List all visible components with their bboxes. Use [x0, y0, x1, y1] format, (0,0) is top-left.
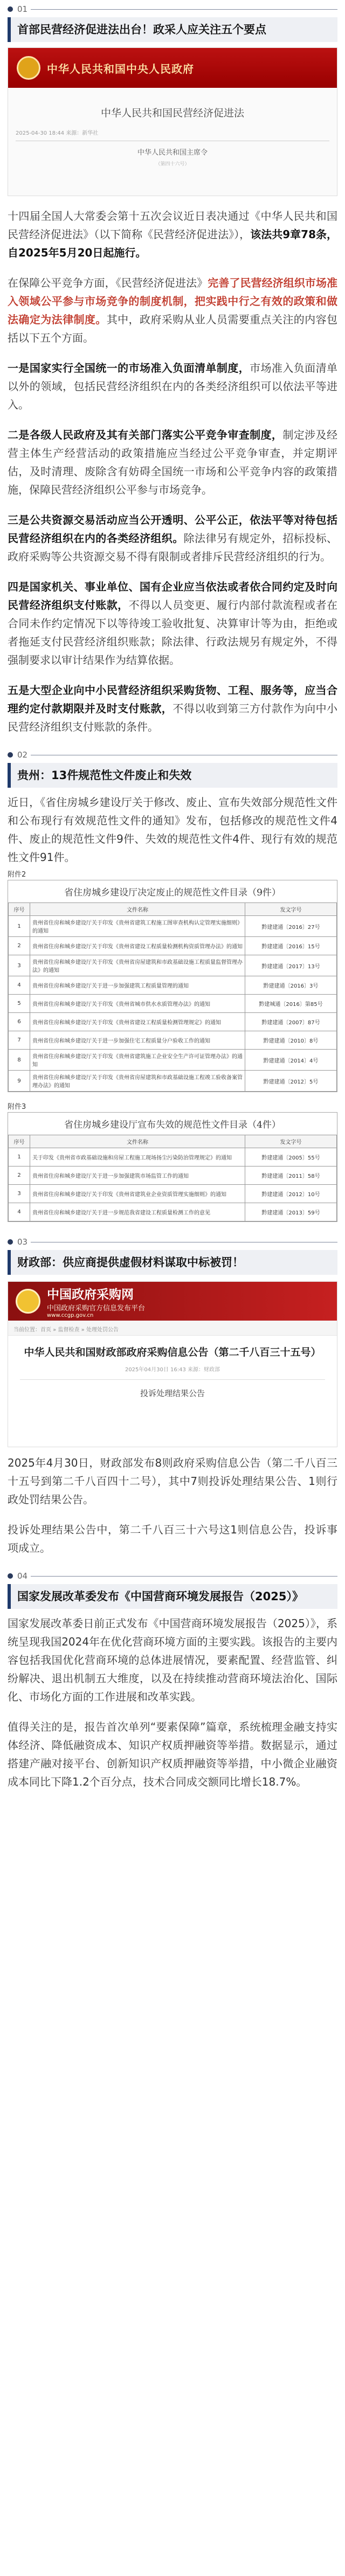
law-document-image: [8, 47, 337, 196]
paragraph: 值得关注的是，报告首次单列“要素保障”篇章，系统梳理金融支持实体经济、降低融资成本、知识产权质押融资等举措。数据显示，通过搭建产融对接平台、创新知识产权质押融资等举措，中小微企业融资成本同比下降1.2个百分点，技术合同成交额同比增长18.7%。: [8, 1720, 337, 1788]
table-row: [9, 1050, 337, 1071]
paragraph: 三是公共资源交易活动应当公开透明、公平公正，依法平等对待包括民营经济组织在内的各类经济组织。除法律另有规定外，招标投标、政府采购等公共资源交易不得有限制或者排斥民营经济组织的行为。: [8, 513, 338, 563]
col-header: 文件名称: [30, 1135, 245, 1148]
doc-number: 黔建建通〔2012〕10号: [245, 1185, 337, 1203]
national-emblem-icon: [16, 1289, 40, 1314]
section-3-number: 03: [0, 1235, 345, 1249]
row-index: 3: [9, 1185, 30, 1203]
row-index: 2: [9, 1167, 30, 1185]
section-4-title: 国家发展改革委发布《中国营商环境发展报告（2025）》: [8, 1584, 337, 1609]
breadcrumb: 当前位置：首页 » 监督检查 » 处理处罚公告: [8, 1321, 337, 1336]
table-row: [9, 1203, 337, 1221]
ccgp-site-subtitle: 中国政府采购官方信息发布平台: [47, 1304, 146, 1313]
doc-number: 黔建城通〔2016〕第85号: [245, 995, 337, 1013]
col-header: 发文字号: [245, 1135, 337, 1148]
table-row: [9, 995, 337, 1013]
doc-name: 贵州省住房和城乡建设厅关于印发《贵州省房屋建筑和市政基础设施工程质量监督管理办法》的通知: [30, 955, 245, 976]
table-row: [9, 1167, 337, 1185]
doc-name: 贵州省住房和城乡建设厅关于印发《贵州省房屋建筑和市政基础设施工程竣工验收备案管理办法》的通知: [30, 1071, 245, 1092]
gov-site-name: 中华人民共和国中央人民政府: [47, 62, 194, 75]
paragraph: 五是大型企业向中小民营经济组织采购货物、工程、服务等，应当合理约定付款期限并及时支付账款，不得以收到第三方付款作为向中小民营经济组织支付账款的条件。: [8, 684, 338, 733]
divider: [31, 9, 337, 10]
row-index: 5: [9, 995, 30, 1013]
paragraph: 2025年4月30日，财政部发布8则政府采购信息公告（第二千八百三十五号到第二千八百四十二号），其中7则投诉处理结果公告、1则行政处罚结果公告。: [8, 1456, 337, 1506]
doc-name: 贵州省住房和城乡建设厅关于印发《贵州省建筑施工企业安全生产许可证管理办法》的通知: [30, 1050, 245, 1071]
doc-name: 贵州省住房和城乡建设厅关于进一步加强建筑工程质量管理的通知: [30, 976, 245, 995]
section-2-number: 02: [0, 748, 345, 762]
law-doc-title: 中华人民共和国民营经济促进法: [100, 107, 244, 119]
doc-number: 黔建建通〔2014〕4号: [245, 1050, 337, 1071]
row-index: 7: [9, 1031, 30, 1050]
col-header: 发文字号: [245, 903, 337, 916]
ccgp-header: [8, 1282, 337, 1321]
repealed-docs-table: [8, 880, 337, 1092]
section-1-number: 01: [0, 2, 345, 16]
paragraph: 国家发展改革委日前正式发布《中国营商环境发展报告（2025）》，系统呈现我国2024年在优化营商环境方面的主要实践。该报告的主要内容包括我国优化营商环境的总体进展情况，要素配置、经营监管、纠纷解决、退出机制五大维度，以及在持续推动营商环境法治化、国际化、市场化方面的工作进展和改革实践。: [8, 1617, 337, 1703]
bullet-dot-icon: [8, 1239, 13, 1245]
paragraph: 一是国家实行全国统一的市场准入负面清单制度，市场准入负面清单以外的领域，包括民营经济组织在内的各类经济组织可以依法平等进入。: [8, 362, 338, 411]
table-row: [9, 955, 337, 976]
row-index: 3: [9, 955, 30, 976]
table-caption: 省住房城乡建设厅决定废止的规范性文件目录（9件）: [64, 887, 281, 898]
doc-name: 贵州省住房和城乡建设厅关于印发《贵州省建筑业企业资质管理实施细则》的通知: [30, 1185, 245, 1203]
table-row: [9, 1031, 337, 1050]
section-3-title: 财政部：供应商提供虚假材料谋取中标被罚！: [8, 1250, 337, 1275]
section-2-title: 贵州：13件规范性文件废止和失效: [8, 763, 337, 788]
doc-number: 黔建建通〔2012〕5号: [245, 1071, 337, 1092]
paragraph: 十四届全国人大常委会第十五次会议近日表决通过《中华人民共和国民营经济促进法》（以下简称《民营经济促进法》），该法共9章78条，自2025年5月20日起施行。: [8, 210, 338, 259]
doc-number: 黔建建通〔2016〕15号: [245, 937, 337, 955]
row-index: 6: [9, 1013, 30, 1031]
notice-title: 中华人民共和国财政部政府采购信息公告（第二千八百三十五号）: [24, 1346, 321, 1358]
paragraph: 近日，《省住房城乡建设厅关于修改、废止、宣布失效部分规范性文件和公布现行有效规范性文件的通知》发布，包括修改的规范性文件4件、废止的规范性文件9件、失效的规范性文件4件、现行有效的规范性文件91件。: [8, 796, 337, 864]
invalid-docs-table: [8, 1112, 337, 1222]
section-4-number: 04: [0, 1569, 345, 1583]
doc-number: 黔建建通〔2010〕8号: [245, 1031, 337, 1050]
law-doc-subtitle: 中华人民共和国主席令: [137, 149, 208, 157]
doc-name: 贵州省住房和城乡建设厅关于印发《贵州省城市供水水质管理办法》的通知: [30, 995, 245, 1013]
bullet-dot-icon: [8, 6, 13, 12]
notice-subtitle: 投诉处理结果公告: [140, 1388, 205, 1398]
row-index: 4: [9, 976, 30, 995]
doc-name: 贵州省住房和城乡建设厅关于印发《贵州省建设工程质量检测管理规定》的通知: [30, 1013, 245, 1031]
section-1-title: 首部民营经济促进法出台！政采人应关注五个要点: [8, 17, 337, 42]
table-row: [9, 1148, 337, 1167]
doc-name: 贵州省住房和城乡建设厅关于进一步规范我省建设工程质量检测工作的意见: [30, 1203, 245, 1221]
table-row: [9, 916, 337, 937]
paragraph: 在保障公平竞争方面，《民营经济促进法》完善了民营经济组织市场准入领域公平参与市场竞争的制度机制，把实践中行之有效的政策和做法确定为法律制度。其中，政府采购从业人员需要重点关注的内容包括以下五个方面。: [8, 276, 338, 344]
doc-number: 黔建建通〔2005〕55号: [245, 1148, 337, 1167]
ccgp-site-name: 中国政府采购网: [47, 1287, 134, 1302]
row-index: 8: [9, 1050, 30, 1071]
bullet-dot-icon: [8, 1573, 13, 1579]
doc-name: 贵州省住房和城乡建设厅关于印发《贵州省建筑工程施工图审查机构认定管理实施细则》的通知: [30, 916, 245, 937]
paragraph: 四是国家机关、事业单位、国有企业应当依法或者依合同约定及时向民营经济组织支付账款，不得以人员变更、履行内部付款流程或者在合同未作约定情况下以等待竣工验收批复、决算审计等为由，拒绝或者拖延支付民营经济组织账款；除法律、行政法规另有规定外，不得强制要求以审计结果作为结算依据。: [8, 580, 338, 666]
doc-number: 黔建建通〔2007〕87号: [245, 1013, 337, 1031]
doc-number: 黔建建通〔2011〕58号: [245, 1167, 337, 1185]
doc-name: 贵州省住房和城乡建设厅关于进一步加强建筑市场监管工作的通知: [30, 1167, 245, 1185]
divider: [31, 1576, 337, 1577]
ccgp-site-url: www.ccgp.gov.cn: [47, 1312, 94, 1318]
divider: [20, 1379, 325, 1380]
law-doc-meta: 2025-04-30 18:44 来源：新华社: [16, 130, 99, 136]
gov-site-header: [8, 48, 337, 88]
row-index: 1: [9, 916, 30, 937]
row-index: 4: [9, 1203, 30, 1221]
doc-name: 关于印发《贵州省市政基础设施和房屋工程施工现场扬尘污染防治管理规定》的通知: [30, 1148, 245, 1167]
doc-name: 贵州省住房和城乡建设厅关于进一步加强住宅工程质量分户验收工作的通知: [30, 1031, 245, 1050]
notice-meta: 2025年04月30日 16:43 来源：财政部: [125, 1367, 220, 1373]
ccgp-screenshot: [8, 1281, 337, 1447]
doc-number: 黔建建通〔2016〕27号: [245, 916, 337, 937]
table-row: [9, 976, 337, 995]
table-row: [9, 1013, 337, 1031]
table-row: [9, 937, 337, 955]
law-doc-number: （第四十六号）: [155, 162, 190, 167]
doc-number: 黔建建通〔2017〕13号: [245, 955, 337, 976]
attachment-label: 附件2: [8, 871, 26, 879]
table-row: [9, 1185, 337, 1203]
bullet-dot-icon: [8, 752, 13, 758]
col-header: 序号: [9, 1135, 30, 1148]
row-index: 2: [9, 937, 30, 955]
table-row: [9, 1071, 337, 1092]
doc-number: 黔建建通〔2013〕59号: [245, 1203, 337, 1221]
paragraph: 投诉处理结果公告中，第二千八百三十六号这1则信息公告，投诉事项成立。: [8, 1523, 337, 1554]
col-header: 文件名称: [30, 903, 245, 916]
doc-number: 黔建建通〔2016〕3号: [245, 976, 337, 995]
row-index: 9: [9, 1071, 30, 1092]
doc-name: 贵州省住房和城乡建设厅关于印发《贵州省建设工程质量检测机构资质管理办法》的通知: [30, 937, 245, 955]
table-caption: 省住房城乡建设厅宣布失效的规范性文件目录（4件）: [64, 1120, 281, 1130]
paragraph: 二是各级人民政府及其有关部门落实公平竞争审查制度，制定涉及经营主体生产经营活动的政策措施应当经过公平竞争审查，并定期评估，及时清理、废除含有妨碍全国统一市场和公平竞争内容的政策措施，保障民营经济组织公平参与市场竞争。: [8, 428, 338, 496]
row-index: 1: [9, 1148, 30, 1167]
attachment-label: 附件3: [8, 1103, 26, 1111]
col-header: 序号: [9, 903, 30, 916]
national-emblem-icon: [17, 56, 40, 80]
